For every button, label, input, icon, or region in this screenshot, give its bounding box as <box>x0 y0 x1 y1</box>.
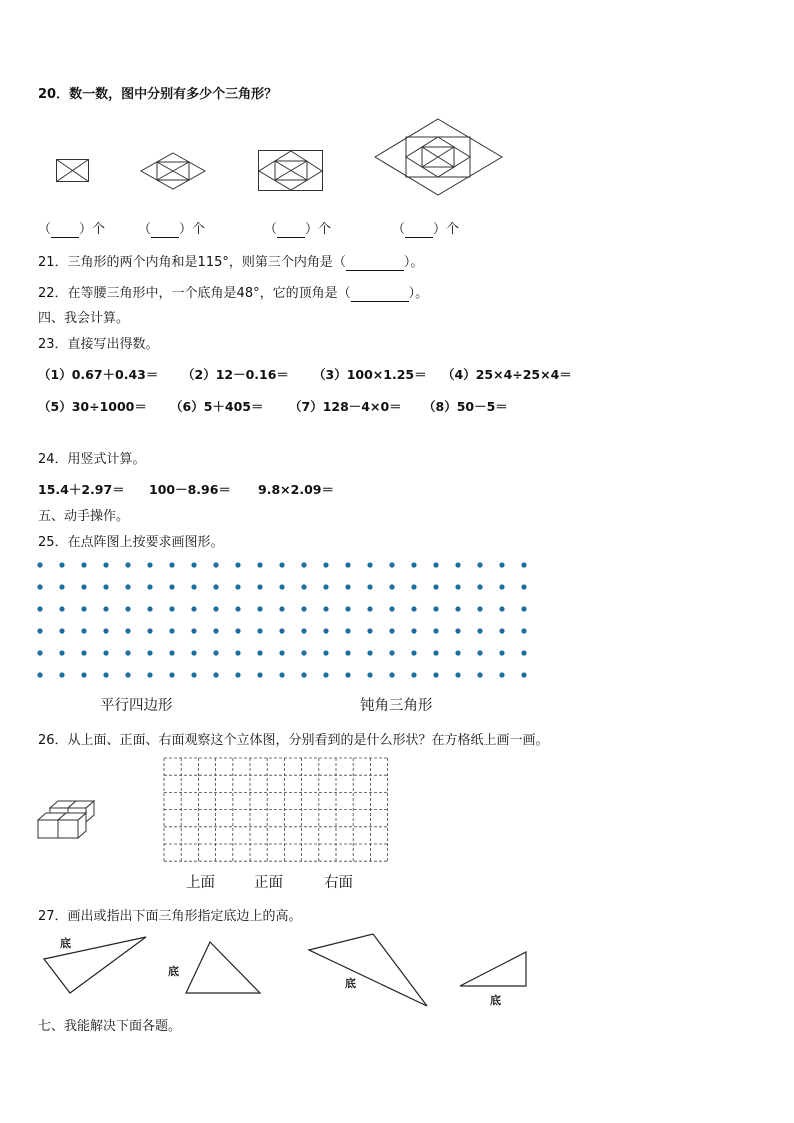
grid-dot <box>389 672 394 677</box>
grid-dot <box>455 628 460 633</box>
grid-dot <box>411 562 416 567</box>
q23-item-1: （1）0.67＋0.43＝ <box>38 367 159 382</box>
grid-dot <box>367 628 372 633</box>
grid-dot <box>235 562 240 567</box>
grid-dot <box>59 584 64 589</box>
grid-dot <box>455 672 460 677</box>
grid-dot <box>59 650 64 655</box>
grid-dot <box>323 650 328 655</box>
grid-dot <box>301 650 306 655</box>
grid-dot <box>81 672 86 677</box>
grid-dot <box>389 650 394 655</box>
q20-answer-1: （ ）个 <box>38 222 106 237</box>
grid-dot <box>257 628 262 633</box>
q20-blank-2[interactable] <box>151 222 179 238</box>
grid-dot <box>37 628 42 633</box>
grid-dot <box>499 650 504 655</box>
grid-dot <box>147 562 152 567</box>
q20-blank-3[interactable] <box>277 222 305 238</box>
grid-dot <box>345 584 350 589</box>
q27-triangle-3 <box>305 930 431 1010</box>
q20-blank-4[interactable] <box>405 222 433 238</box>
grid-dot <box>191 672 196 677</box>
grid-dot <box>477 562 482 567</box>
q20-figure-4 <box>374 118 504 198</box>
q27-base-label-2: 底 <box>168 965 179 978</box>
grid-dot <box>37 672 42 677</box>
grid-dot <box>59 562 64 567</box>
grid-dot <box>191 562 196 567</box>
grid-dot <box>499 628 504 633</box>
grid-dot <box>499 584 504 589</box>
grid-dot <box>455 584 460 589</box>
grid-dot <box>213 628 218 633</box>
q21-blank[interactable] <box>346 255 404 271</box>
grid-dot <box>169 606 174 611</box>
q27-triangle-4 <box>456 949 532 989</box>
grid-dot <box>213 650 218 655</box>
grid-dot <box>235 628 240 633</box>
grid-dot <box>125 672 130 677</box>
grid-paper[interactable] <box>163 757 391 865</box>
grid-dot <box>345 628 350 633</box>
grid-dot <box>433 672 438 677</box>
grid-dot <box>411 584 416 589</box>
q20-answer-4: （ ）个 <box>392 222 460 237</box>
grid-dot <box>169 628 174 633</box>
grid-dot <box>279 562 284 567</box>
grid-dot <box>125 650 130 655</box>
grid-dot <box>477 650 482 655</box>
grid-dot <box>191 650 196 655</box>
grid-dot <box>257 584 262 589</box>
grid-dot <box>499 606 504 611</box>
grid-dot <box>147 628 152 633</box>
q23-item-7: （7）128－4×0＝ <box>289 399 402 414</box>
grid-dot <box>323 562 328 567</box>
grid-dot <box>521 562 526 567</box>
grid-dot <box>301 628 306 633</box>
q27-base-label-3: 底 <box>345 977 356 990</box>
grid-dot <box>345 650 350 655</box>
grid-dot <box>103 650 108 655</box>
grid-dot <box>389 562 394 567</box>
grid-dot <box>147 650 152 655</box>
grid-dot <box>191 628 196 633</box>
q23-item-5: （5）30÷1000＝ <box>38 399 147 414</box>
grid-dot <box>103 606 108 611</box>
grid-dot <box>147 606 152 611</box>
grid-dot <box>81 628 86 633</box>
grid-dot <box>125 628 130 633</box>
grid-dot <box>477 672 482 677</box>
grid-dot <box>37 584 42 589</box>
grid-dot <box>125 606 130 611</box>
q20-blank-1[interactable] <box>51 222 79 238</box>
grid-dot <box>499 672 504 677</box>
grid-dot <box>301 584 306 589</box>
q20-answer-2: （ ）个 <box>138 222 206 237</box>
grid-dot <box>389 628 394 633</box>
grid-dot <box>191 606 196 611</box>
grid-dot <box>279 672 284 677</box>
q23-text: 23．直接写出得数。 <box>38 337 159 352</box>
q27-base-label-4: 底 <box>490 994 501 1007</box>
grid-dot <box>345 672 350 677</box>
q25-label-parallelogram: 平行四边形 <box>100 698 173 714</box>
q21-text: 21．三角形的两个内角和是115°，则第三个内角是（ ）。 <box>38 255 424 270</box>
grid-dot <box>499 562 504 567</box>
q23-item-2: （2）12－0.16＝ <box>182 367 289 382</box>
grid-dot <box>279 650 284 655</box>
grid-dot <box>213 606 218 611</box>
grid-dot <box>279 606 284 611</box>
grid-dot <box>433 584 438 589</box>
grid-dot <box>125 562 130 567</box>
grid-dot <box>345 562 350 567</box>
grid-dot <box>323 606 328 611</box>
grid-dot <box>235 672 240 677</box>
grid-dot <box>521 650 526 655</box>
grid-dot <box>59 672 64 677</box>
grid-dot <box>235 606 240 611</box>
grid-dot <box>103 562 108 567</box>
grid-dot <box>169 650 174 655</box>
grid-dot <box>433 606 438 611</box>
q20-figure-3 <box>258 150 324 192</box>
grid-dot <box>411 606 416 611</box>
q26-label-top: 上面 <box>186 875 215 891</box>
q24-item-3: 9.8×2.09＝ <box>258 482 334 497</box>
grid-dot <box>103 672 108 677</box>
grid-dot <box>81 650 86 655</box>
grid-dot <box>257 650 262 655</box>
q25-text: 25．在点阵图上按要求画图形。 <box>38 535 224 550</box>
q22-text: 22．在等腰三角形中，一个底角是48°，它的顶角是（ ）。 <box>38 286 429 301</box>
grid-dot <box>433 628 438 633</box>
grid-dot <box>367 650 372 655</box>
grid-dot <box>257 606 262 611</box>
grid-dot <box>323 628 328 633</box>
grid-dot <box>169 562 174 567</box>
grid-dot <box>213 672 218 677</box>
q23-item-4: （4）25×4÷25×4＝ <box>442 367 572 382</box>
grid-dot <box>37 606 42 611</box>
grid-dot <box>323 672 328 677</box>
grid-dot <box>367 672 372 677</box>
q20-figure-2 <box>140 152 206 190</box>
grid-dot <box>521 584 526 589</box>
q23-item-6: （6）5＋405＝ <box>170 399 264 414</box>
grid-dot <box>367 606 372 611</box>
grid-dot <box>103 628 108 633</box>
grid-dot <box>169 584 174 589</box>
q20-answer-3: （ ）个 <box>264 222 332 237</box>
grid-dot <box>257 562 262 567</box>
grid-dot <box>235 584 240 589</box>
q27-base-label-1: 底 <box>60 937 71 950</box>
grid-dot <box>433 562 438 567</box>
dot-grid[interactable] <box>30 555 520 685</box>
grid-dot <box>389 606 394 611</box>
grid-dot <box>81 606 86 611</box>
grid-dot <box>411 650 416 655</box>
grid-dot <box>279 628 284 633</box>
grid-dot <box>521 672 526 677</box>
grid-dot <box>257 672 262 677</box>
grid-dot <box>367 584 372 589</box>
grid-dot <box>301 606 306 611</box>
q25-label-obtuse-triangle: 钝角三角形 <box>360 698 433 714</box>
grid-dot <box>345 606 350 611</box>
grid-dot <box>169 672 174 677</box>
q24-text: 24．用竖式计算。 <box>38 452 146 467</box>
q27-triangle-1 <box>40 933 150 997</box>
q22-blank[interactable] <box>351 286 409 302</box>
grid-dot <box>389 584 394 589</box>
grid-dot <box>521 628 526 633</box>
grid-dot <box>411 672 416 677</box>
q26-label-front: 正面 <box>254 875 283 891</box>
grid-dot <box>37 650 42 655</box>
grid-dot <box>279 584 284 589</box>
grid-dot <box>455 606 460 611</box>
grid-dot <box>125 584 130 589</box>
q23-item-8: （8）50－5＝ <box>423 399 508 414</box>
grid-dot <box>455 650 460 655</box>
grid-dot <box>477 628 482 633</box>
grid-dot <box>477 606 482 611</box>
grid-dot <box>81 584 86 589</box>
grid-dot <box>147 584 152 589</box>
section-4-heading: 四、我会计算。 <box>38 311 130 326</box>
q27-text: 27．画出或指出下面三角形指定底边上的高。 <box>38 909 302 924</box>
q24-item-1: 15.4＋2.97＝ <box>38 482 125 497</box>
cube-solid-figure <box>36 800 92 840</box>
q20-figure-1 <box>56 159 90 183</box>
grid-dot <box>367 562 372 567</box>
q23-item-3: （3）100×1.25＝ <box>313 367 427 382</box>
grid-dot <box>81 562 86 567</box>
section-5-heading: 五、动手操作。 <box>38 509 130 524</box>
grid-dot <box>37 562 42 567</box>
grid-dot <box>323 584 328 589</box>
grid-dot <box>59 628 64 633</box>
q20-text: 20．数一数，图中分别有多少个三角形？ <box>38 87 278 102</box>
q27-triangle-2 <box>182 938 264 996</box>
q24-item-2: 100－8.96＝ <box>149 482 231 497</box>
grid-dot <box>235 650 240 655</box>
grid-dot <box>191 584 196 589</box>
grid-dot <box>213 562 218 567</box>
grid-dot <box>433 650 438 655</box>
q26-label-right: 右面 <box>324 875 353 891</box>
grid-dot <box>455 562 460 567</box>
grid-dot <box>103 584 108 589</box>
grid-dot <box>521 606 526 611</box>
grid-dot <box>213 584 218 589</box>
grid-dot <box>301 672 306 677</box>
q26-text: 26．从上面、正面、右面观察这个立体图，分别看到的是什么形状？在方格纸上画一画。 <box>38 733 549 748</box>
grid-dot <box>477 584 482 589</box>
grid-dot <box>301 562 306 567</box>
grid-dot <box>147 672 152 677</box>
section-7-heading: 七、我能解决下面各题。 <box>38 1019 182 1034</box>
grid-dot <box>59 606 64 611</box>
grid-dot <box>411 628 416 633</box>
